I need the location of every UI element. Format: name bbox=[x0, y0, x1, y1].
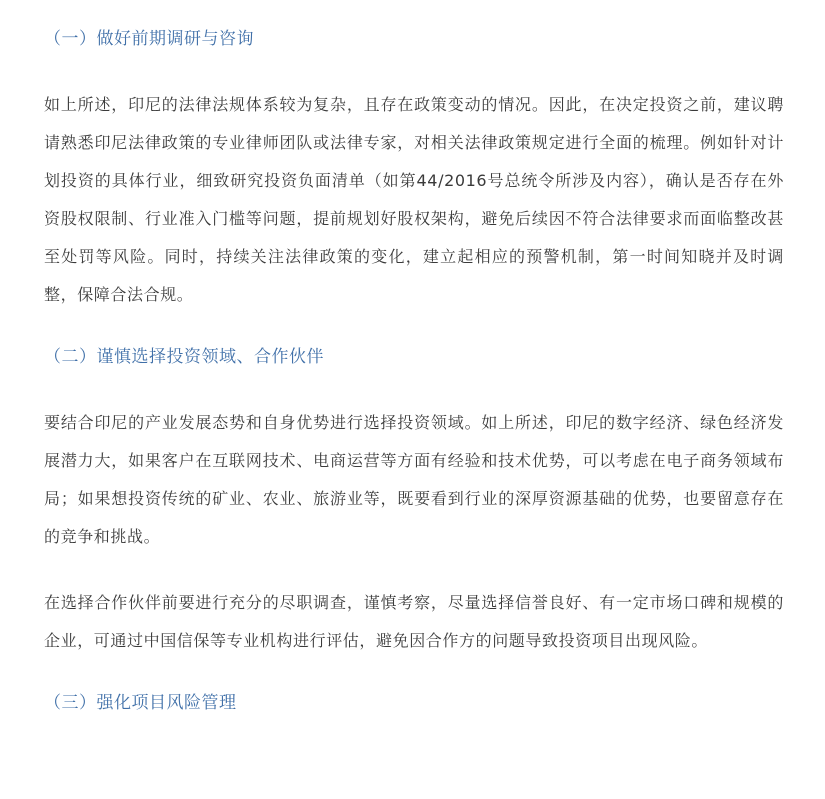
section-2-paragraph-2: 在选择合作伙伴前要进行充分的尽职调查，谨慎考察，尽量选择信誉良好、有一定市场口碑和规模的企业，可通过中国信保等专业机构进行评估，避免因合作方的问题导致投资项目出现风险。 bbox=[44, 593, 784, 650]
article-body bbox=[44, 24, 784, 718]
section-heading-1: （一）做好前期调研与咨询 bbox=[44, 29, 254, 49]
section-heading-2: （二）谨慎选择投资领域、合作伙伴 bbox=[44, 347, 324, 367]
section-2-paragraph-1: 要结合印尼的产业发展态势和自身优势进行选择投资领域。如上所述，印尼的数字经济、绿色经济发展潜力大，如果客户在互联网技术、电商运营等方面有经验和技术优势，可以考虑在电子商务领域布局；如果想投资传统的矿业、农业、旅游业等，既要看到行业的深厚资源基础的优势，也要留意存在的竞争和挑战。 bbox=[44, 413, 784, 546]
section-heading-3: （三）强化项目风险管理 bbox=[44, 693, 237, 713]
section-1-paragraph-1: 如上所述，印尼的法律法规体系较为复杂，且存在政策变动的情况。因此，在决定投资之前，建议聘请熟悉印尼法律政策的专业律师团队或法律专家，对相关法律政策规定进行全面的梳理。例如针对计划投资的具体行业，细致研究投资负面清单（如第44/2016号总统令所涉及内容），确认是否存在外资股权限制、行业准入门槛等问题，提前规划好股权架构，避免后续因不符合法律要求而面临整改甚至处罚等风险。同时，持续关注法律政策的变化，建立起相应的预警机制，第一时间知晓并及时调整，保障合法合规。 bbox=[44, 95, 784, 304]
